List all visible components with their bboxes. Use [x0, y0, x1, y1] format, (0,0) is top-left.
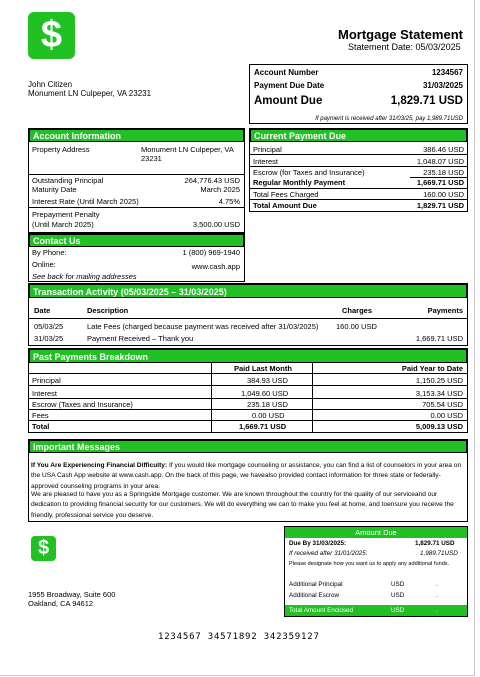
penalty-label: Prepayment Penalty	[32, 210, 100, 219]
txn-description: Payment Received – Thank you	[87, 334, 194, 343]
cp-value: 235.18 USD	[423, 168, 464, 177]
late-row	[289, 550, 463, 557]
col-description: Description	[87, 306, 129, 315]
cp-label: Interest	[253, 157, 279, 166]
account-information-header: Account Information	[29, 129, 244, 142]
important-messages-section	[28, 439, 468, 522]
rate-value: 4.75%	[218, 197, 240, 206]
outstanding-value: 264,776.43 USD	[184, 176, 240, 185]
due-by-row	[289, 540, 463, 547]
online-label: Online:	[32, 260, 56, 269]
cp-value: 386.46 USD	[423, 145, 464, 154]
difficulty-message	[31, 461, 465, 492]
rate-label: Interest Rate (Until March 2025)	[32, 197, 139, 206]
transaction-header: Transaction Activity (05/03/2025 – 31/03/2025)	[29, 284, 467, 298]
cash-app-logo-small: $	[31, 536, 56, 561]
total-enclosed-row[interactable]	[285, 605, 467, 616]
txn-date: 31/03/25	[34, 334, 64, 343]
cp-value: 1,048.07 USD	[416, 157, 464, 166]
pp-total-ytd: 5,009.13 USD	[415, 422, 463, 431]
current-payment-header: Current Payment Due	[250, 129, 467, 142]
current-payment-section	[249, 128, 468, 212]
col-charges: Charges	[342, 306, 373, 315]
account-information-section	[28, 128, 245, 233]
currency-label: USD	[391, 607, 405, 614]
contact-section	[28, 233, 245, 282]
txn-charges: 160.00 USD	[336, 322, 377, 331]
col-payments: Payments	[427, 306, 463, 315]
maturity-label: Maturity Date	[32, 185, 77, 194]
ocr-scan-line: 1234567 34571892 342359127	[158, 632, 320, 642]
property-label: Property Address	[32, 145, 90, 154]
cp-value: 160.00 USD	[423, 190, 464, 199]
past-payments-section	[28, 348, 468, 433]
pp-label: Interest	[32, 389, 58, 398]
cp-label: Principal	[253, 145, 282, 154]
account-summary-box	[249, 64, 468, 124]
late-payment-note: If payment is received after 31/03/25, pay 1,989.71USD	[315, 116, 463, 122]
pp-month: 384.93 USD	[247, 376, 288, 385]
cp-label: Regular Monthly Payment	[253, 178, 346, 187]
col-date: Date	[34, 306, 51, 315]
cp-label: Total Fees Charged	[253, 190, 319, 199]
maturity-value: March 2025	[200, 185, 240, 194]
cp-label: Escrow (for Taxes and Insurance)	[253, 168, 365, 177]
amount-field[interactable]: .	[436, 607, 438, 614]
past-payments-header: Past Payments Breakdown	[29, 349, 467, 363]
property-value: Monument LN Culpeper, VA 23231	[141, 145, 234, 163]
amount-due-label: Amount Due	[254, 95, 323, 107]
currency-label: USD	[391, 592, 405, 599]
transaction-activity-section	[28, 283, 468, 346]
messages-header: Important Messages	[29, 440, 467, 453]
phone-label: By Phone:	[32, 248, 67, 257]
col-paid-last-month: Paid Last Month	[234, 364, 292, 373]
col-paid-ytd: Paid Year to Date	[401, 364, 463, 373]
phone-number[interactable]: 1 (800) 969-1940	[182, 248, 240, 257]
cp-value: 1,669.71 USD	[416, 178, 464, 187]
pp-ytd: 3,153.34 USD	[415, 389, 463, 398]
amount-due-row	[254, 95, 463, 107]
late-label: If received after 31/01/2025:	[289, 550, 368, 557]
due-by-value: 1,829.71 USD	[415, 540, 455, 547]
additional-principal-label: Additional Principal	[289, 581, 343, 588]
additional-escrow-label: Additional Escrow	[289, 592, 340, 599]
account-number-row	[254, 68, 463, 77]
cash-app-logo: $	[28, 12, 75, 59]
outstanding-label: Outstanding Principal	[32, 176, 104, 185]
difficulty-text: If you would like mortgage counseling or assistance, you can find a list of counselors in your area on the USA Cash App website at www.cash.app. On the back of this page, we havealso provided contact information for three state or federally-approved counseling programs in your area.	[31, 462, 462, 490]
account-number-value: 1234567	[431, 68, 463, 77]
late-value: 1,989.71USD	[420, 550, 458, 557]
additional-principal-row[interactable]	[289, 581, 463, 588]
coupon-header: Amount Due	[285, 527, 467, 538]
amount-due-value: 1,829.71 USD	[390, 95, 463, 107]
total-enclosed-label: Total Amount Enclosed	[289, 607, 354, 614]
payment-due-row	[254, 81, 463, 90]
statement-date: Statement Date: 05/03/2025	[348, 42, 461, 52]
pp-month: 0.00 USD	[252, 411, 285, 420]
txn-description: Late Fees (charged because payment was received after 31/03/2025)	[87, 322, 319, 331]
difficulty-title: If You Are Experiencing Financial Difficulty:	[31, 462, 168, 469]
coupon-instructions: Please designate how you want us to apply any additional funds.	[289, 561, 450, 567]
pp-month: 1,049.60 USD	[241, 389, 289, 398]
txn-date: 05/03/25	[34, 322, 64, 331]
amount-due-coupon	[284, 526, 468, 617]
pp-label: Escrow (Taxes and Insurance)	[32, 400, 133, 409]
pp-ytd: 1,150.25 USD	[415, 376, 463, 385]
pp-ytd: 705.54 USD	[422, 400, 463, 409]
website-link[interactable]: www.cash.app	[191, 262, 240, 271]
customer-address: Monument LN Culpeper, VA 23231	[28, 89, 152, 98]
remit-address-line1: 1955 Broadway, Suite 600	[28, 590, 116, 599]
amount-field[interactable]: .	[436, 581, 438, 588]
payment-due-value: 31/03/2025	[422, 81, 463, 90]
customer-name: John Citizen	[28, 80, 73, 89]
statement-title: Mortgage Statement	[338, 27, 463, 42]
currency-label: USD	[391, 581, 405, 588]
penalty-value: 3,500.00 USD	[192, 220, 240, 229]
pp-month: 235.18 USD	[247, 400, 288, 409]
payment-due-label: Payment Due Date	[254, 81, 325, 90]
penalty-until: (Until March 2025)	[32, 220, 94, 229]
amount-field[interactable]: .	[436, 592, 438, 599]
account-number-label: Account Number	[254, 68, 319, 77]
due-by-label: Due By 31/03/2025:	[289, 540, 347, 547]
additional-escrow-row[interactable]	[289, 592, 463, 599]
remit-address-line2: Oakland, CA 94612	[28, 599, 94, 608]
pp-label: Principal	[32, 376, 61, 385]
welcome-message: We are pleased to have you as a Springside Mortgage customer. We are known throughout the country for the quality of our serviceand our dedication to providing financial security for our customers. We will do everything we can to make you feel at home, and toensure you receive the friendly, professional service you deserve.	[31, 491, 454, 519]
txn-payments: 1,669.71 USD	[415, 334, 463, 343]
contact-header: Contact Us	[29, 234, 244, 247]
mailing-note: See back for mailing addresses	[32, 272, 137, 281]
pp-total-month: 1,669.71 USD	[239, 422, 287, 431]
pp-ytd: 0.00 USD	[430, 411, 463, 420]
pp-total-label: Total	[32, 422, 50, 431]
pp-label: Fees	[32, 411, 49, 420]
cp-label: Total Amount Due	[253, 201, 317, 210]
cp-value: 1,829.71 USD	[416, 201, 464, 210]
